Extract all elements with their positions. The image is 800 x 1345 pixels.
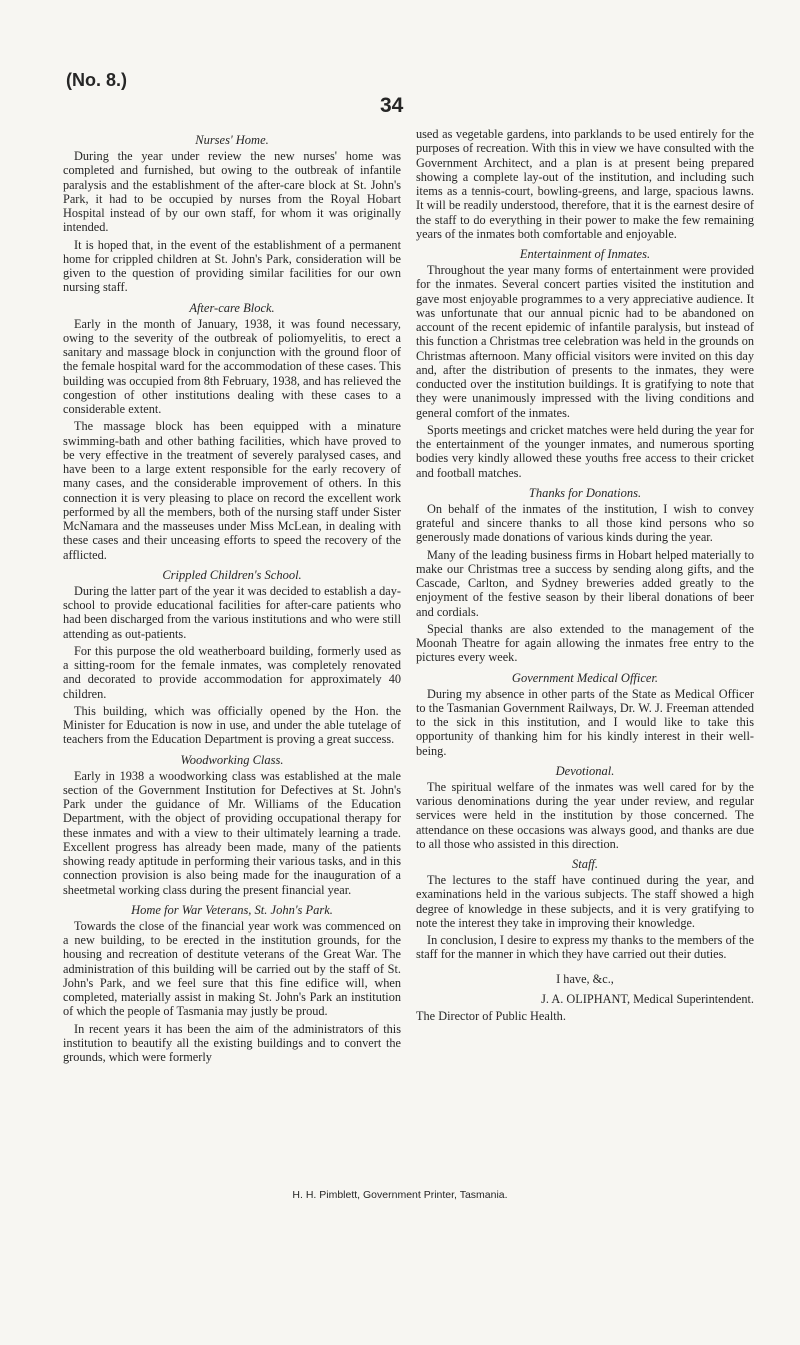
section-crippled-childrens-school <box>63 568 401 747</box>
paragraph: Throughout the year many forms of entertainment were provided for the inmates. Several concert parties visited the institution and gave most enjoyable programmes to a very appreciative audience. It was unfortunate that our annual picnic had to be abandoned on account of the recent epidemic of infantile paralysis, but instead of this function a Christmas tree celebration was held in the grounds on Christmas afternoon. Many official visitors were invited on this day and, after the distribution of presents to the inmates, they were conducted over the institution buildings. It is gratifying to note that they were unanimously impressed with the living conditions and general comfort of the inmates. <box>416 263 754 420</box>
section-heading: Crippled Children's School. <box>162 567 302 582</box>
paragraph: It is hoped that, in the event of the establishment of a permanent home for crippled children at St. John's Park, consideration will be given to the question of providing similar facilities for our own nursing staff. <box>63 237 401 295</box>
section-continued-text <box>416 127 754 241</box>
paragraph: On behalf of the inmates of the institution, I wish to convey grateful and sincere thanks to all those kind persons who so generously made donations of various kinds during the year. <box>416 501 754 545</box>
paragraph: During the latter part of the year it was decided to establish a day-school to provide educational facilities for after-care patients who had been discharged from the various institutions and who were still attending as out-patients. <box>63 583 401 641</box>
section-nurses-home <box>63 133 401 295</box>
paragraph: The lectures to the staff have continued during the year, and examinations held in the various subjects. The staff showed a high degree of knowledge in these subjects, and it is very gratifying to note the interest they take in improving their knowledge. <box>416 873 754 930</box>
paragraph: In conclusion, I desire to express my thanks to the members of the staff for the manner in which they have carried out their duties. <box>416 933 754 962</box>
paragraph: used as vegetable gardens, into parklands to be used entirely for the purposes of recreation. With this in view we have consulted with the Government Architect, and a plan is at present being prepared showing a complete lay-out of the institution, and including such items as a tennis-court, bowling-greens, and large, spacious lawns. It will be readily understood, therefore, that it is the earnest desire of the staff to do everything in their power to make the few remaining years of the inmates both comfortable and enjoyable. <box>416 127 754 241</box>
paragraph: Towards the close of the financial year work was commenced on a new building, to be erected in the institution grounds, for the housing and recreation of destitute veterans of the Great War. The administration of this building will be carried out by the staff of St. John's Park, and we feel sure that this fine edifice will, when completed, materially assist in making St. John's Park an institution of which the people of Tasmania may justly be proud. <box>63 918 401 1019</box>
paragraph: The spiritual welfare of the inmates was well cared for by the various denominations during the year under review, and regular services were held in the institution by those concerned. The attendance on these occasions was always good, and thanks are due to all those who assisted in this direction. <box>416 779 754 851</box>
paragraph: For this purpose the old weatherboard building, formerly used as a sitting-room for the female inmates, was completely renovated and decorated to provide accommodation for approximately 40 children. <box>63 643 401 701</box>
section-heading: Devotional. <box>555 763 615 778</box>
section-heading: After-care Block. <box>189 300 275 315</box>
paragraph: In recent years it has been the aim of the administrators of this institution to beautify all the existing buildings and to convert the grounds, which were formerly <box>63 1021 401 1064</box>
section-thanks-for-donations <box>416 486 754 665</box>
section-government-medical-officer <box>416 671 754 758</box>
page-number: 34 <box>380 94 404 117</box>
section-devotional <box>416 764 754 851</box>
left-column <box>63 127 401 1067</box>
document-ref: (No. 8.) <box>66 70 127 90</box>
paragraph: This building, which was officially opened by the Hon. the Minister for Education is now in use, and under the able tutelage of teachers from the Education Department is proving a great success. <box>63 703 401 747</box>
paragraph: During my absence in other parts of the State as Medical Officer to the Tasmanian Government Railways, Dr. W. J. Freeman attended to the sick in this institution, and I would like to take this opportunity of thanking him for his kindly interest in their well-being. <box>416 686 754 758</box>
section-home-for-war-veterans <box>63 903 401 1065</box>
section-heading: Entertainment of Inmates. <box>519 247 651 261</box>
section-woodworking-class <box>63 753 401 897</box>
signature: J. A. OLIPHANT, Medical Superintendent. <box>541 991 754 1006</box>
section-heading: Woodworking Class. <box>180 752 284 767</box>
section-heading: Thanks for Donations. <box>528 485 642 500</box>
section-heading: Staff. <box>571 857 599 871</box>
signoff: I have, &c., <box>556 971 614 986</box>
paragraph: Early in 1938 a woodworking class was established at the male section of the Government Institution for Defectives at St. John's Park under the guidance of Mr. Williams of the Education Department, with the object of providing occupational therapy for these inmates and with a view to their ultimately learning a trade. Excellent progress has already been made, many of the patients showing ready aptitude in performing their various tasks, and in this connection provision is also being made for the inauguration of a sheetmetal working class during the present financial year. <box>63 768 401 897</box>
paragraph: Sports meetings and cricket matches were held during the year for the entertainment of the younger inmates, and numerous sporting bodies very kindly allowed these youths free access to their cricket and football matches. <box>416 422 754 480</box>
paragraph: Early in the month of January, 1938, it was found necessary, owing to the severity of the outbreak of poliomyelitis, to erect a sanitary and massage block in conjunction with the ground floor of the female hospital ward for the accommodation of these cases. This building was occupied from 8th February, 1938, and has relieved the congestion of other institutions dealing with these cases to a considerable extent. <box>63 316 401 416</box>
section-heading: Nurses' Home. <box>195 133 269 147</box>
paragraph: Special thanks are also extended to the management of the Moonah Theatre for again allowing the inmates free entry to the pictures every week. <box>416 621 754 665</box>
section-entertainment-of-inmates <box>416 247 754 480</box>
paragraph: The massage block has been equipped with a minature swimming-bath and other bathing facilities, which have proved to be very effective in the treatment of severely paralysed cases, and have been to a large extent responsible for the early recovery of many cases, and the considerable improvement of others. In this connection it is very pleasing to place on record the excellent work performed by all the members, both of the nursing staff under Sister McNamara and the masseuses under Miss McLean, in dealing with these cases and their unceasing efforts to speed the recovery of the afflicted. <box>63 419 401 562</box>
section-heading: Government Medical Officer. <box>511 670 659 685</box>
recipient: The Director of Public Health. <box>416 1009 566 1023</box>
right-column <box>416 127 754 1026</box>
section-heading: Home for War Veterans, St. John's Park. <box>131 902 333 917</box>
paragraph: During the year under review the new nurses' home was completed and furnished, but owing to the outbreak of infantile paralysis and the establishment of the after-care block at St. John's Park, it had to be occupied by nurses from the Royal Hobart Hospital instead of by our own staff, for whom it was originally intended. <box>63 149 401 235</box>
section-staff <box>416 857 754 962</box>
paragraph: Many of the leading business firms in Hobart helped materially to make our Christmas tree a success by sending along gifts, and the Cascade, Carlton, and Sydney breweries added greatly to the enjoyment of the festive season by their liberal donations of beer and cordials. <box>416 547 754 619</box>
printer-line: H. H. Pimblett, Government Printer, Tasmania. <box>292 1189 508 1201</box>
section-after-care-block <box>63 301 401 562</box>
